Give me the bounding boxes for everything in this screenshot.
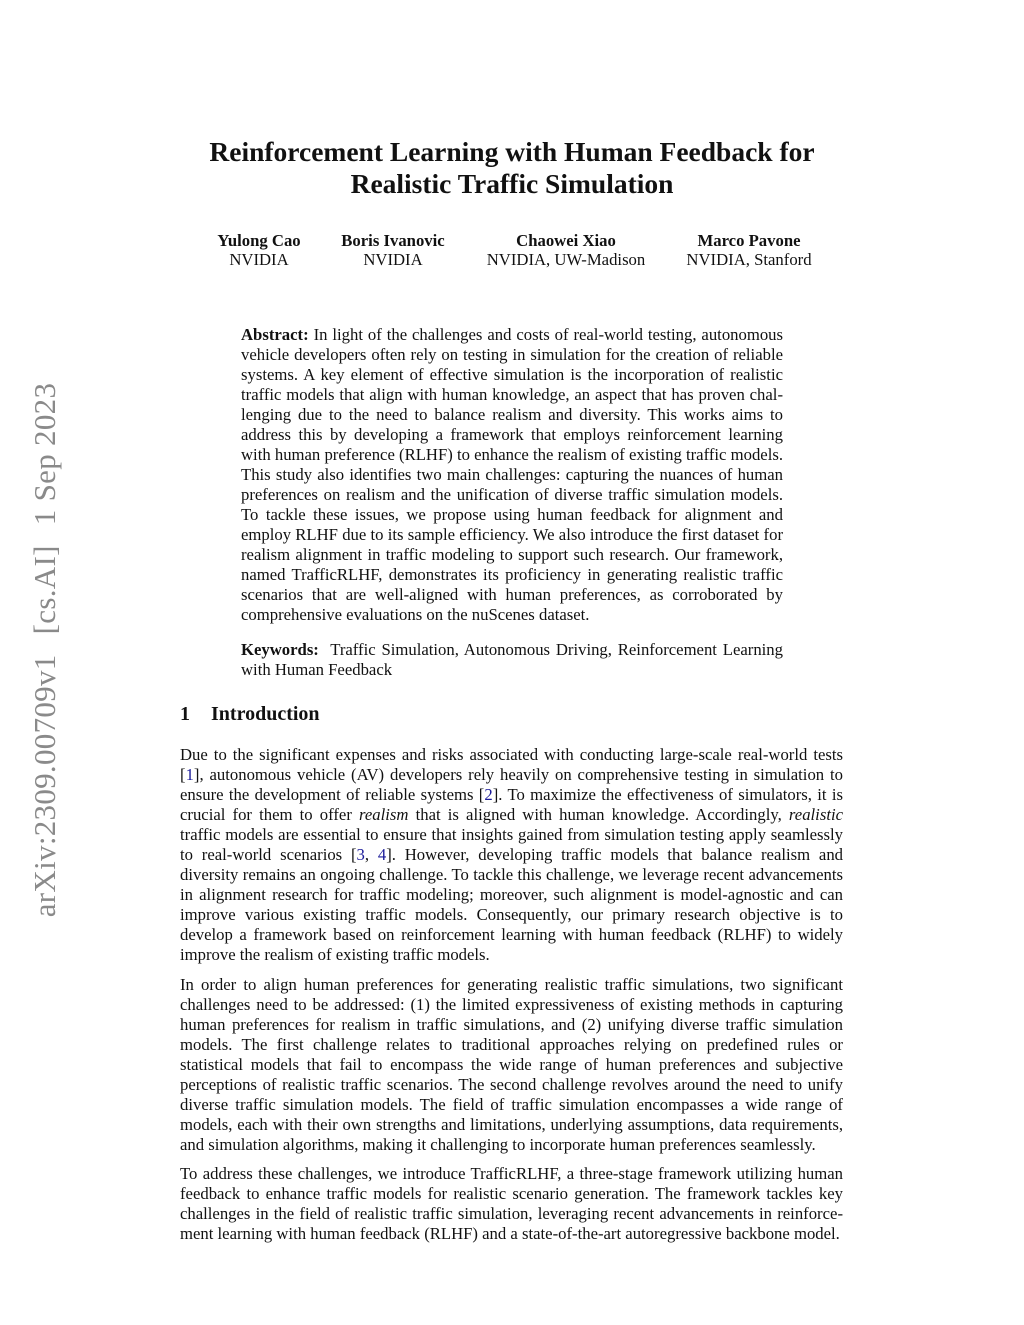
arxiv-date: 1 Sep 2023 bbox=[27, 382, 62, 526]
emphasis: realism bbox=[359, 805, 409, 824]
abstract-text: In light of the challenges and costs of real-world testing, autonomous vehicle developers often rely on testing in simulation for the creation of reliable systems. A key element of effective simulation is the incorporation of realistic traffic models that align with human knowledge, an aspect that has proven challenging due to the need to balance realism and diversity. This works aims to address this by developing a framework that employs reinforcement learning with human preference (RLHF) to enhance the realism of existing traffic models. This study also identifies two main challenges: capturing the nuances of human preferences on realism and the unification of diverse traffic simulation models. To tackle these issues, we propose using human feedback for alignment and employ RLHF due to its sample efficiency. We also introduce the first dataset for realism alignment in traffic modeling to support such research. Our framework, named TrafficRLHF, demonstrates its proficiency in generating realistic traffic scenarios that are well-aligned with human preferences, as corroborated by comprehensive evaluations on the nuScenes dataset. bbox=[241, 325, 784, 624]
intro-paragraph-2: In order to align human preferences for generating realistic traffic simulations, two significant challenges need to be addressed: (1) the limited expressiveness of existing methods in capturing human preferences for realism in traffic simulations, and (2) unifying diverse traffic simulation models. The first challenge relates to traditional approaches relying on predefined rules or statistical models that fail to encompass the wide range of human preferences and subjective perceptions of realistic traffic scenarios. The second challenge revolves around the need to unify diverse traffic simulation models. The field of traffic simulation encompasses a wide range of models, each with their own strengths and limitations, underlying assumptions, data requirements, and simulation algorithms, making it challenging to incorporate human preferences seamlessly. bbox=[180, 975, 843, 1154]
text-run: ]. However, developing traffic models that balance realism and diversity remains an ongoing challenge. To tackle this challenge, we leverage recent advancements in alignment research for traffic modeling; moreover, such alignment is model-agnostic and can improve various existing traffic models. Consequently, our primary research objective is to develop a framework based on reinforcement learning with human feedback (RLHF) to widely improve the realism of existing traffic models. bbox=[180, 845, 844, 964]
intro-paragraph-1 bbox=[180, 745, 843, 965]
keywords-label: Keywords: bbox=[241, 640, 319, 659]
text-run: , bbox=[364, 845, 378, 864]
title-line-1: Reinforcement Learning with Human Feedback for bbox=[209, 136, 815, 167]
section-heading bbox=[180, 703, 320, 726]
text-run: ], autonomous vehicle (AV) developers rely heavily on comprehensive testing in simulation to ensure the development of reliable systems [ bbox=[180, 765, 843, 804]
text-run: Due to the significant expenses and risks associated with conducting large-scale real-world tests [ bbox=[180, 745, 843, 784]
title-line-2: Realistic Traffic Simulation bbox=[350, 168, 674, 199]
citation-link[interactable]: 3 bbox=[356, 845, 365, 864]
citation-link[interactable]: 1 bbox=[185, 765, 194, 784]
author bbox=[487, 231, 646, 269]
author bbox=[341, 231, 444, 269]
abstract bbox=[241, 325, 783, 625]
section-title: Introduction bbox=[211, 703, 320, 725]
text-run: traffic models are essential to ensure that insights gained from simulation testing apply seamlessly to real-world scenarios [ bbox=[180, 825, 843, 864]
text-run: that is aligned with human knowledge. Accordingly, bbox=[408, 805, 789, 824]
citation-link[interactable]: 4 bbox=[377, 845, 387, 864]
citation-link[interactable]: 2 bbox=[484, 785, 493, 804]
author-affiliation: NVIDIA, UW-Madison bbox=[486, 250, 646, 269]
text-run: ]. To maximize the effectiveness of simulators, it is crucial for them to offer bbox=[180, 785, 844, 824]
section-number: 1 bbox=[180, 703, 190, 725]
author-name: Boris Ivanovic bbox=[341, 231, 445, 250]
arxiv-identifier-stamp bbox=[27, 377, 63, 924]
arxiv-category: [cs.AI] bbox=[27, 545, 62, 635]
abstract-label: Abstract: bbox=[241, 325, 309, 344]
author-affiliation: NVIDIA bbox=[363, 250, 423, 269]
paper-title bbox=[0, 136, 1024, 200]
author-name: Yulong Cao bbox=[217, 231, 301, 250]
emphasis: realistic bbox=[788, 805, 843, 824]
author-name: Chaowei Xiao bbox=[516, 231, 616, 250]
author bbox=[686, 231, 811, 269]
author-affiliation: NVIDIA bbox=[229, 250, 289, 269]
intro-paragraph-3: To address these challenges, we introduce TrafficRLHF, a three-stage framework utilizing human feedback to enhance traffic models for realistic scenario generation. The framework tackles key challenges in the field of realistic traffic simulation, leveraging recent advancements in reinforcement learning with human feedback (RLHF) and a state-of-the-art autoregressive backbone model. bbox=[180, 1164, 843, 1243]
author bbox=[217, 231, 300, 269]
keywords bbox=[241, 640, 783, 680]
author-name: Marco Pavone bbox=[697, 231, 801, 250]
keywords-text: Traffic Simulation, Autonomous Driving, Reinforcement Learning with Human Feedback bbox=[241, 640, 783, 679]
author-affiliation: NVIDIA, Stanford bbox=[686, 250, 812, 269]
arxiv-id: arXiv:2309.00709v1 bbox=[27, 654, 62, 918]
